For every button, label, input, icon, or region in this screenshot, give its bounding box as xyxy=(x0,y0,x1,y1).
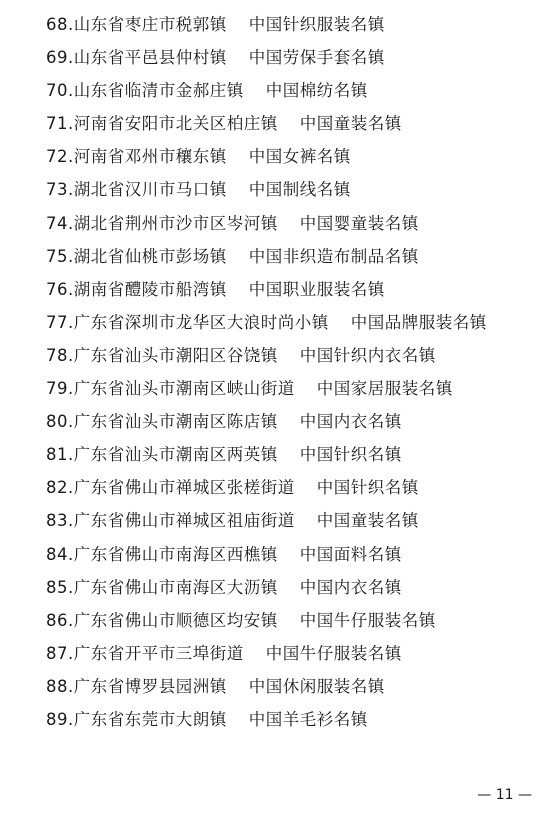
list-item xyxy=(46,471,487,504)
item-number: 70. xyxy=(46,81,74,101)
item-number: 74. xyxy=(46,213,74,233)
item-number: 86. xyxy=(46,610,74,630)
item-number: 83. xyxy=(46,511,74,531)
item-title: 中国婴童装名镇 xyxy=(299,213,419,233)
item-number: 89. xyxy=(46,709,74,729)
item-number: 82. xyxy=(46,478,74,498)
item-place: 湖北省荆州市沙市区岑河镇 xyxy=(73,213,278,233)
item-number: 85. xyxy=(46,577,74,597)
item-number: 75. xyxy=(46,246,74,266)
list-item xyxy=(46,703,487,736)
list-item xyxy=(46,306,487,339)
item-number: 84. xyxy=(46,544,74,564)
list-item xyxy=(46,604,487,637)
item-number: 69. xyxy=(46,48,74,68)
item-place: 广东省汕头市潮南区两英镇 xyxy=(73,445,278,465)
item-title: 中国针织名镇 xyxy=(299,445,402,465)
item-number: 71. xyxy=(46,114,74,134)
item-place: 湖南省醴陵市船湾镇 xyxy=(73,279,227,299)
list-item xyxy=(46,173,487,206)
item-place: 广东省佛山市禅城区祖庙街道 xyxy=(73,511,295,531)
item-number: 76. xyxy=(46,279,74,299)
item-title: 中国制线名镇 xyxy=(248,180,351,200)
item-title: 中国牛仔服装名镇 xyxy=(265,643,402,663)
item-number: 77. xyxy=(46,312,74,332)
item-place: 广东省汕头市潮南区峡山街道 xyxy=(73,379,295,399)
item-place: 广东省开平市三埠街道 xyxy=(73,643,244,663)
item-title: 中国非织造布制品名镇 xyxy=(248,246,419,266)
item-number: 80. xyxy=(46,412,74,432)
item-place: 广东省佛山市顺德区均安镇 xyxy=(73,610,278,630)
list-item xyxy=(46,405,487,438)
item-title: 中国休闲服装名镇 xyxy=(248,676,385,696)
item-place: 湖北省汉川市马口镇 xyxy=(73,180,227,200)
list-item xyxy=(46,207,487,240)
item-title: 中国品牌服装名镇 xyxy=(350,312,487,332)
item-title: 中国劳保手套名镇 xyxy=(248,48,385,68)
item-place: 广东省汕头市潮南区陈店镇 xyxy=(73,412,278,432)
item-title: 中国针织内衣名镇 xyxy=(299,345,436,365)
item-title: 中国棉纺名镇 xyxy=(265,81,368,101)
item-number: 73. xyxy=(46,180,74,200)
list-item xyxy=(46,637,487,670)
item-place: 山东省平邑县仲村镇 xyxy=(73,48,227,68)
item-title: 中国面料名镇 xyxy=(299,544,402,564)
list-item xyxy=(46,240,487,273)
item-number: 78. xyxy=(46,345,74,365)
list-item xyxy=(46,372,487,405)
item-place: 河南省安阳市北关区柏庄镇 xyxy=(73,114,278,134)
item-number: 87. xyxy=(46,643,74,663)
item-place: 广东省东莞市大朗镇 xyxy=(73,709,227,729)
item-title: 中国职业服装名镇 xyxy=(248,279,385,299)
list-item xyxy=(46,438,487,471)
list-item xyxy=(46,538,487,571)
item-title: 中国内衣名镇 xyxy=(299,412,402,432)
item-number: 72. xyxy=(46,147,74,167)
list-item xyxy=(46,273,487,306)
item-title: 中国牛仔服装名镇 xyxy=(299,610,436,630)
item-number: 68. xyxy=(46,15,74,34)
item-number: 88. xyxy=(46,676,74,696)
town-list xyxy=(46,8,487,736)
item-place: 广东省佛山市南海区大沥镇 xyxy=(73,577,278,597)
item-number: 81. xyxy=(46,445,74,465)
item-title: 中国羊毛衫名镇 xyxy=(248,709,368,729)
list-item xyxy=(46,74,487,107)
item-place: 山东省枣庄市税郭镇 xyxy=(73,15,227,34)
item-place: 河南省邓州市穰东镇 xyxy=(73,147,227,167)
item-title: 中国家居服装名镇 xyxy=(316,379,453,399)
item-place: 广东省博罗县园洲镇 xyxy=(73,676,227,696)
item-number: 79. xyxy=(46,379,74,399)
item-place: 广东省佛山市南海区西樵镇 xyxy=(73,544,278,564)
item-title: 中国内衣名镇 xyxy=(299,577,402,597)
item-title: 中国针织名镇 xyxy=(316,478,419,498)
item-title: 中国童装名镇 xyxy=(316,511,419,531)
item-place: 山东省临清市金郝庄镇 xyxy=(73,81,244,101)
item-title: 中国童装名镇 xyxy=(299,114,402,134)
list-item xyxy=(46,339,487,372)
item-title: 中国女裤名镇 xyxy=(248,147,351,167)
list-item xyxy=(46,670,487,703)
list-item xyxy=(46,107,487,140)
page-number: — 11 — xyxy=(477,787,532,803)
item-place: 广东省汕头市潮阳区谷饶镇 xyxy=(73,345,278,365)
list-item xyxy=(46,41,487,74)
item-place: 广东省佛山市禅城区张槎街道 xyxy=(73,478,295,498)
item-title: 中国针织服装名镇 xyxy=(248,15,385,34)
item-place: 湖北省仙桃市彭场镇 xyxy=(73,246,227,266)
list-item xyxy=(46,140,487,173)
list-item xyxy=(46,8,487,41)
list-item xyxy=(46,571,487,604)
item-place: 广东省深圳市龙华区大浪时尚小镇 xyxy=(73,312,329,332)
list-item xyxy=(46,504,487,537)
